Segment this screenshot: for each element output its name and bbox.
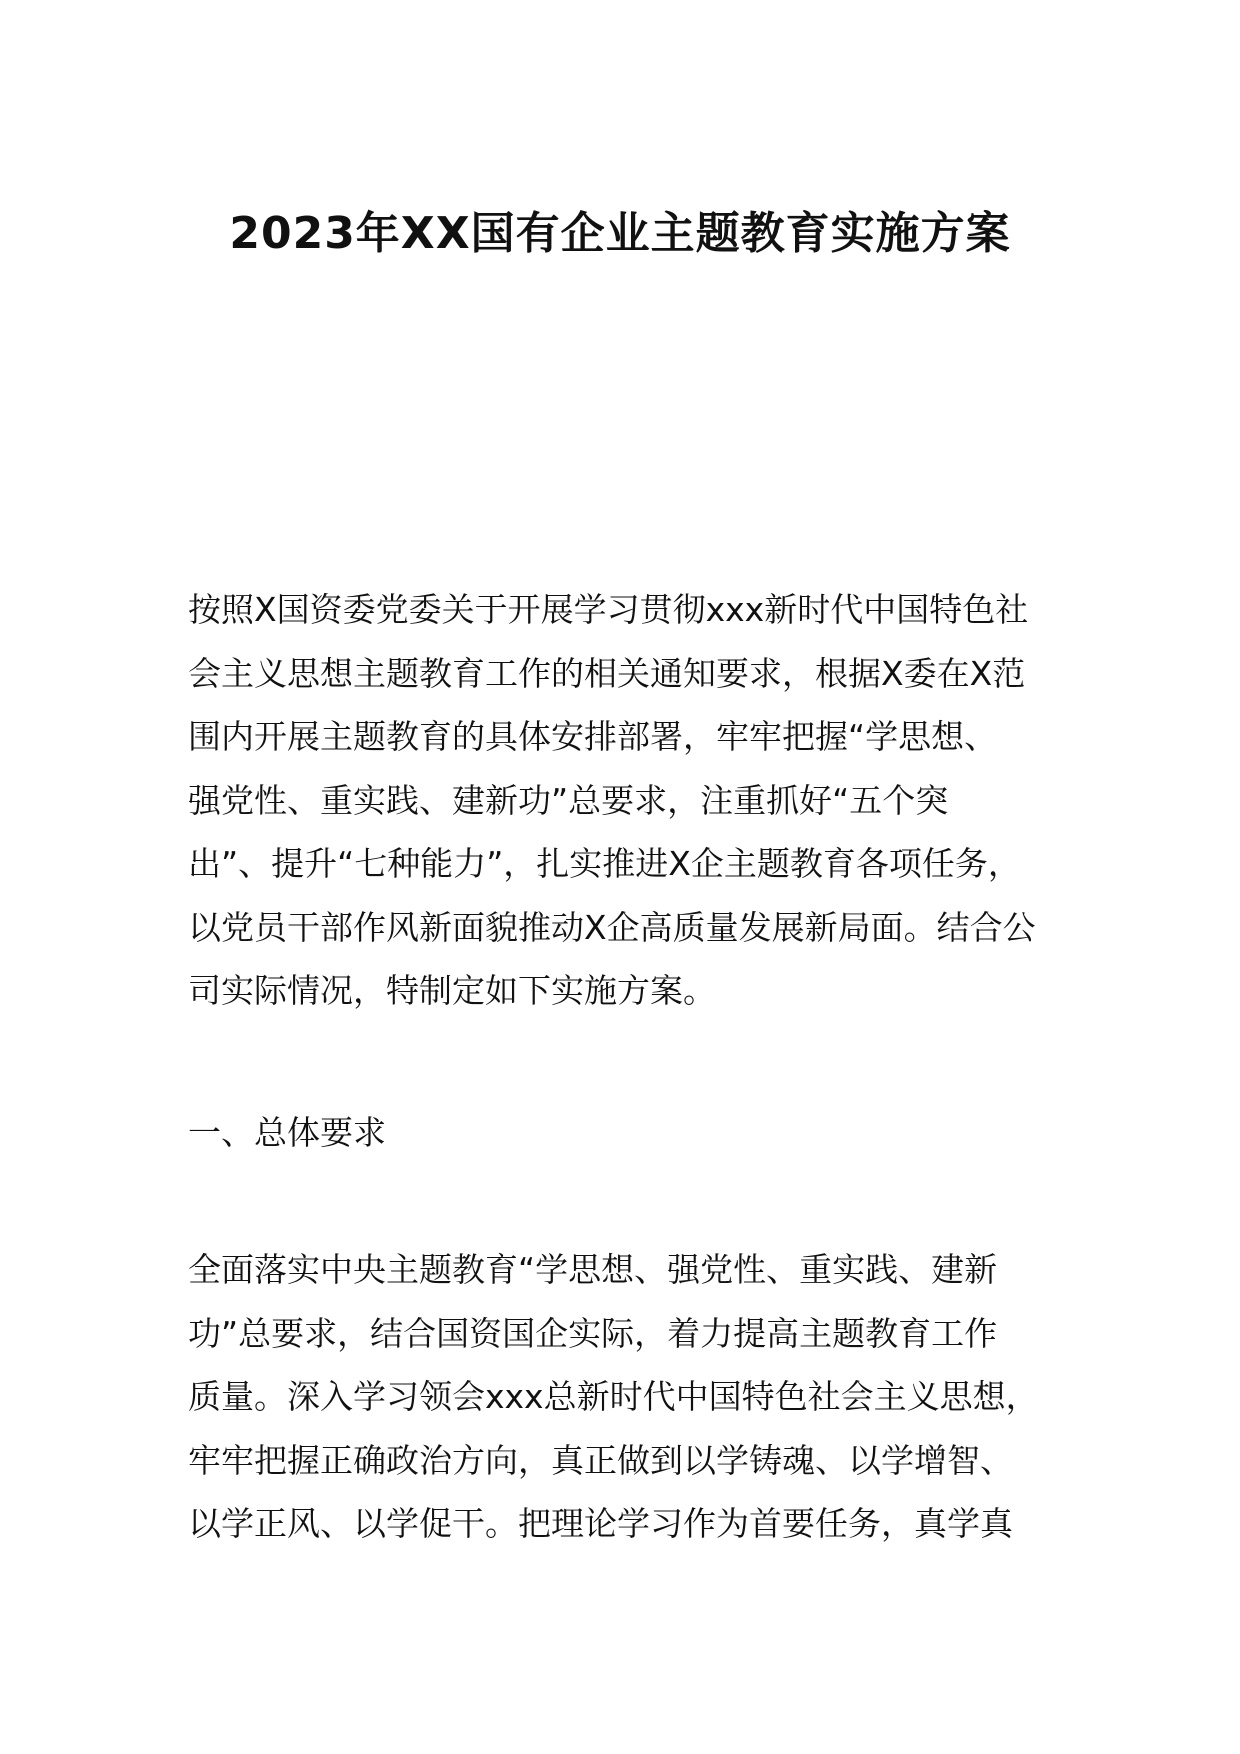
document-title: 2023年XX国有企业主题教育实施方案 bbox=[229, 208, 1011, 259]
intro-line: 按照X国资委党委关于开展学习贯彻xxx新时代中国特色社 bbox=[188, 590, 1029, 629]
intro-line: 司实际情况，特制定如下实施方案。 bbox=[188, 971, 716, 1010]
intro-line: 围内开展主题教育的具体安排部署，牢牢把握“学思想、 bbox=[188, 717, 998, 756]
intro-line: 出”、提升“七种能力”，扎实推进X企主题教育各项任务， bbox=[188, 844, 1021, 883]
intro-line: 以党员干部作风新面貌推动X企高质量发展新局面。结合公 bbox=[188, 907, 1036, 947]
section-line: 全面落实中央主题教育“学思想、强党性、重实践、建新 bbox=[188, 1250, 998, 1289]
section-line: 以学正风、以学促干。把理论学习作为首要任务，真学真 bbox=[188, 1504, 1013, 1543]
section-line: 质量。深入学习领会xxx总新时代中国特色社会主义思想， bbox=[188, 1377, 1039, 1416]
section-heading-text: 一、总体要求 bbox=[188, 1113, 386, 1152]
intro-line: 会主义思想主题教育工作的相关通知要求，根据X委在X范 bbox=[188, 653, 1026, 693]
intro-paragraph bbox=[188, 578, 1068, 1023]
intro-line: 强党性、重实践、建新功”总要求，注重抓好“五个突 bbox=[188, 780, 949, 820]
section-line: 牢牢把握正确政治方向，真正做到以学铸魂、以学增智、 bbox=[188, 1440, 1013, 1480]
section-line: 功”总要求，结合国资国企实际，着力提高主题教育工作 bbox=[188, 1313, 998, 1353]
section-heading bbox=[188, 1101, 1068, 1165]
section-paragraph bbox=[188, 1238, 1068, 1556]
